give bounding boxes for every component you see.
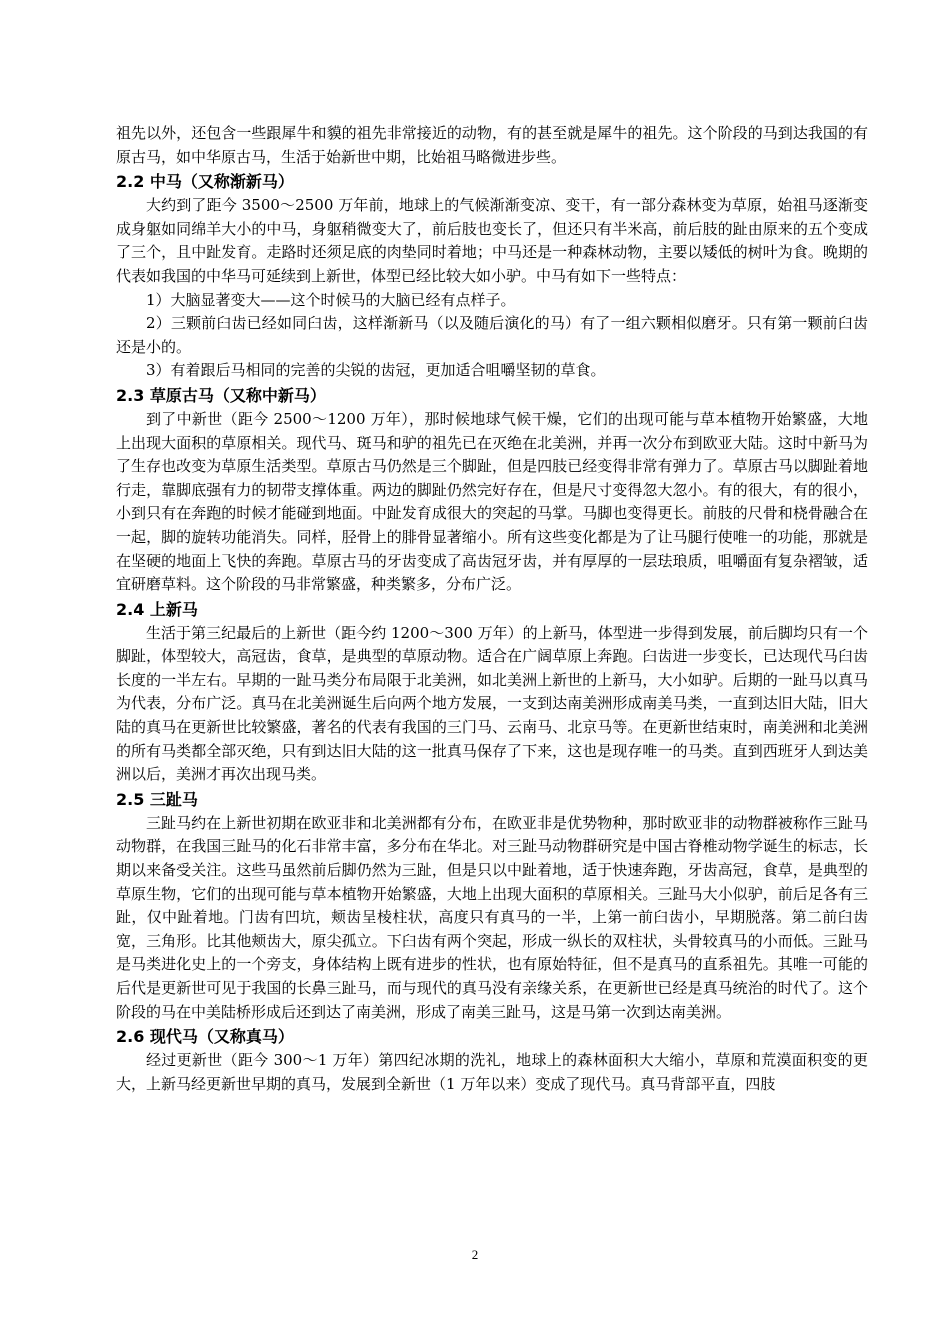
section-heading-2-6: 2.6 现代马（又称真马） [116, 1027, 294, 1047]
section-heading-2-5: 2.5 三趾马 [116, 789, 198, 809]
section-heading-2-2: 2.2 中马（又称渐新马） [116, 172, 294, 192]
paragraph: 到了中新世（距今 2500～1200 万年），那时候地球气候干燥，它们的出现可能与草本植物开始繁盛，大地上出现大面积的草原相关。现代马、斑马和驴的祖先已在灭绝在北美洲，并再一次分布到欧亚大陆。这时中新马为了生存也改变为草原生活类型。草原古马仍然是三个脚趾，但是四肢已经变得非常有弹力了。草原古马以脚趾着地行走，靠脚底强有力的韧带支撑体重。两边的脚趾仍然完好存在，但是尺寸变得忽大忽小。有的很大，有的很小，小到只有在奔跑的时候才能碰到地面。中趾发育成很大的突起的马掌。马脚也变得更长。前肢的尺骨和桡骨融合在一起，脚的旋转功能消失。同样，胫骨上的腓骨显著缩小。所有这些变化都是为了让马腿行使唯一的功能，那就是在坚硬的地面上飞快的奔跑。草原古马的牙齿变成了高齿冠牙齿，并有厚厚的一层珐琅质，咀嚼面有复杂褶皱，适宜研磨草料。这个阶段的马非常繁盛，种类繁多，分布广泛。 [116, 409, 868, 594]
list-item: 2）三颗前臼齿已经如同臼齿，这样渐新马（以及随后演化的马）有了一组六颗相似磨牙。只有第一颗前臼齿还是小的。 [116, 314, 868, 356]
paragraph: 三趾马约在上新世初期在欧亚非和北美洲都有分布，在欧亚非是优势物种，那时欧亚非的动物群被称作三趾马动物群，在我国三趾马的化石非常丰富，多分布在华北。对三趾马动物群研究是中国古脊椎动物学诞生的标志，长期以来备受关注。这些马虽然前后脚仍然为三趾，但是只以中趾着地，适于快速奔跑，牙齿高冠，食草，是典型的草原生物，它们的出现可能与草本植物开始繁盛，大地上出现大面积的草原相关。三趾马大小似驴，前后足各有三趾，仅中趾着地。门齿有凹坑，颊齿呈棱柱状，高度只有真马的一半，上第一前臼齿小，早期脱落。第二前臼齿宽，三角形。比其他颊齿大，原尖孤立。下臼齿有两个突起，形成一纵长的双柱状，头骨较真马的小而低。三趾马是马类进化史上的一个旁支，身体结构上既有进步的性状，也有原始特征，但不是真马的直系祖先。其唯一可能的后代是更新世可见于我国的长鼻三趾马，而与现代的真马没有亲缘关系，在更新世已经是真马统治的时代了。这个阶段的马在中美陆桥形成后还到达了南美洲，形成了南美三趾马，这是马第一次到达南美洲。 [116, 813, 868, 1021]
list-item: 1）大脑显著变大——这个时候马的大脑已经有点样子。 [146, 290, 516, 309]
document-page [116, 122, 868, 1096]
section-heading-2-4: 2.4 上新马 [116, 599, 198, 619]
section-heading-2-3: 2.3 草原古马（又称中新马） [116, 385, 326, 405]
paragraph: 经过更新世（距今 300～1 万年）第四纪冰期的洗礼，地球上的森林面积大大缩小，草原和荒漠面积变的更大，上新马经更新世早期的真马，发展到全新世（1 万年以来）变成了现代马。真马背部平直，四肢 [116, 1051, 868, 1093]
intro-paragraph: 祖先以外，还包含一些跟犀牛和貘的祖先非常接近的动物，有的甚至就是犀牛的祖先。这个阶段的马到达我国的有原古马，如中华原古马，生活于始新世中期，比始祖马略微进步些。 [116, 124, 868, 166]
list-item: 3）有着跟后马相同的完善的尖锐的齿冠，更加适合咀嚼坚韧的草食。 [146, 361, 606, 380]
paragraph: 生活于第三纪最后的上新世（距今约 1200～300 万年）的上新马，体型进一步得到发展，前后脚均只有一个脚趾，体型较大，高冠齿，食草，是典型的草原动物。适合在广阔草原上奔跑。臼齿进一步变长，已达现代马臼齿长度的一半左右。早期的一趾马类分布局限于北美洲，如北美洲上新世的上新马，大小如驴。后期的一趾马以真马为代表，分布广泛。真马在北美洲诞生后向两个地方发展，一支到达南美洲形成南美马类，一直到达旧大陆，旧大陆的真马在更新世比较繁盛，著名的代表有我国的三门马、云南马、北京马等。在更新世结束时，南美洲和北美洲的所有马类都全部灭绝，只有到达旧大陆的这一批真马保存了下来，这也是现存唯一的马类。直到西班牙人到达美洲以后，美洲才再次出现马类。 [116, 623, 868, 784]
page-number: 2 [471, 1247, 479, 1262]
paragraph: 大约到了距今 3500～2500 万年前，地球上的气候渐渐变凉、变干，有一部分森林变为草原，始祖马逐渐变成身躯如同绵羊大小的中马，身躯稍微变大了，前后肢也变长了，但还只有半米高，前后肢的趾由原来的五个变成了三个，且中趾发育。走路时还须足底的肉垫同时着地；中马还是一种森林动物，主要以矮低的树叶为食。晚期的代表如我国的中华马可延续到上新世，体型已经比较大如小驴。中马有如下一些特点： [116, 196, 868, 285]
